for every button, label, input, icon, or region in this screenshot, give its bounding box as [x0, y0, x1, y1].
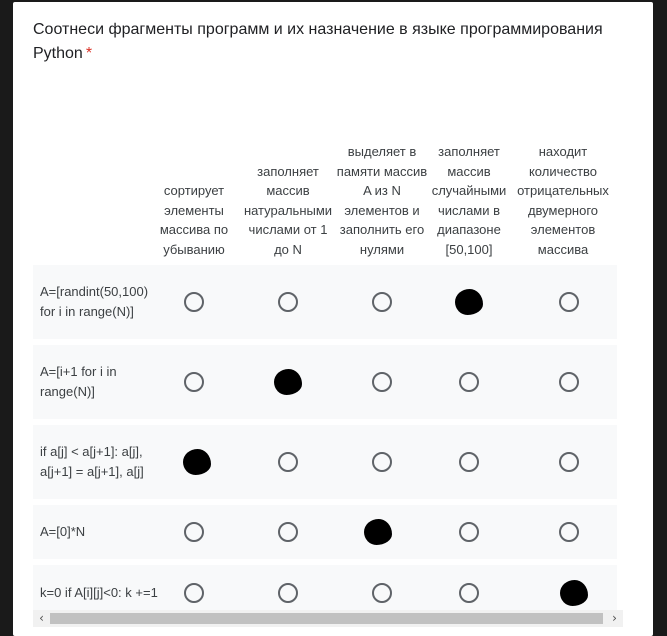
column-header-4: заполняет массив случайными числами в диапазоне [50,100]	[431, 144, 507, 257]
radio-r1-c1[interactable]	[184, 292, 204, 312]
radio-r1-c5[interactable]	[559, 292, 579, 312]
radio-r4-c2[interactable]	[278, 522, 298, 542]
row-label-3: if a[j] < a[j+1]: a[j], a[j+1] = a[j+1], a[j]	[40, 444, 144, 479]
radio-r2-c2-marked[interactable]	[274, 369, 302, 395]
question-card	[13, 2, 653, 636]
radio-r5-c5-marked[interactable]	[560, 580, 588, 606]
scroll-left-icon[interactable]: ‹	[39, 611, 44, 625]
column-header-1: сортирует элементы массива по убыванию	[159, 183, 229, 257]
radio-r2-c4[interactable]	[459, 372, 479, 392]
row-label-4: A=[0]*N	[40, 524, 86, 539]
radio-r5-c1[interactable]	[184, 583, 204, 603]
row-label-1: A=[randint(50,100) for i in range(N)]	[40, 284, 149, 319]
grid-row-2	[33, 345, 617, 419]
required-asterisk: *	[85, 45, 93, 62]
radio-r1-c4-marked[interactable]	[455, 289, 483, 315]
radio-r5-c2[interactable]	[278, 583, 298, 603]
grid-row-1	[33, 265, 617, 339]
column-header-3: выделяет в памяти массив A из N элементов и заполнить его нулями	[336, 144, 428, 257]
horizontal-scrollbar[interactable]	[33, 610, 623, 627]
radio-r4-c4[interactable]	[459, 522, 479, 542]
choice-grid	[33, 82, 617, 627]
radio-r3-c3[interactable]	[372, 452, 392, 472]
column-header-2: заполняет массив натуральными числами от 1 до N	[243, 163, 333, 257]
radio-r3-c5[interactable]	[559, 452, 579, 472]
radio-r5-c3[interactable]	[372, 583, 392, 603]
grid-row-3	[33, 425, 617, 499]
radio-r4-c5[interactable]	[559, 522, 579, 542]
column-headers	[33, 82, 617, 265]
column-header-5: находит количество отрицательных двумерного элементов массива	[517, 144, 609, 257]
row-label-5: k=0 if A[i][j]<0: k +=1	[40, 585, 158, 600]
row-label-2: A=[i+1 for i in range(N)]	[40, 364, 117, 399]
radio-r4-c3-marked[interactable]	[364, 519, 392, 545]
scrollbar-thumb[interactable]	[50, 613, 603, 624]
radio-r4-c1[interactable]	[184, 522, 204, 542]
radio-r2-c1[interactable]	[184, 372, 204, 392]
question-title	[33, 18, 633, 66]
radio-r3-c2[interactable]	[278, 452, 298, 472]
radio-r1-c3[interactable]	[372, 292, 392, 312]
radio-r5-c4[interactable]	[459, 583, 479, 603]
radio-r3-c1-marked[interactable]	[183, 449, 211, 475]
scroll-right-icon[interactable]: ›	[612, 611, 617, 625]
question-title-text: Соотнеси фрагменты программ и их назначение в языке программирования Python	[33, 21, 603, 62]
radio-r2-c5[interactable]	[559, 372, 579, 392]
grid-row-4	[33, 505, 617, 559]
radio-r2-c3[interactable]	[372, 372, 392, 392]
radio-r3-c4[interactable]	[459, 452, 479, 472]
radio-r1-c2[interactable]	[278, 292, 298, 312]
